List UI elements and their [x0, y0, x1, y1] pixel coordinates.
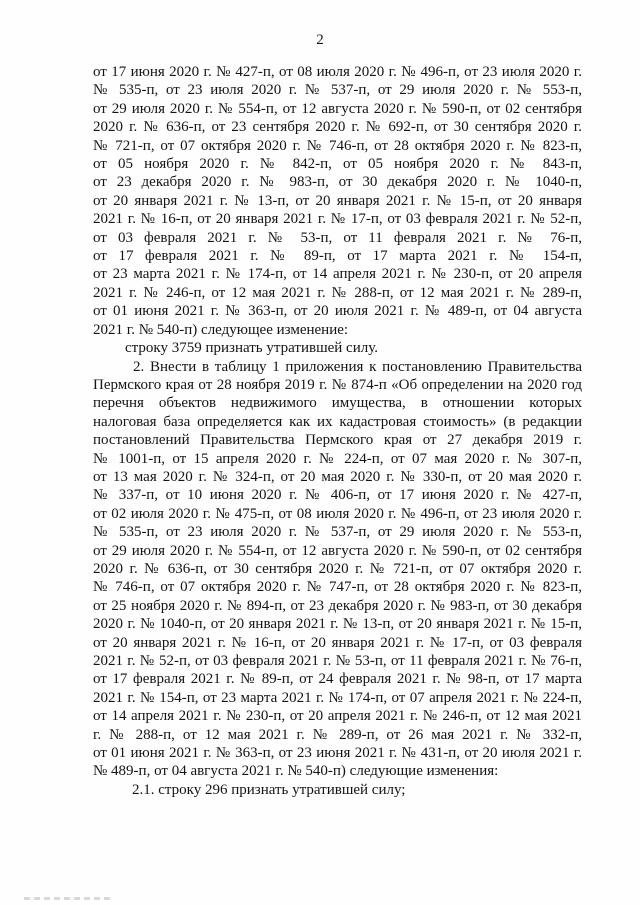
text-line: № 337-п, от 10 июня 2020 г. № 406-п, от 17 июня 2020 г. № 427-п, — [93, 487, 582, 504]
text-line: № 746-п, от 07 октября 2020 г. № 747-п, от 28 октября 2020 г. № 823-п, — [93, 579, 582, 596]
text-line: от 25 ноября 2020 г. № 894-п, от 23 декабря 2020 г. № 983-п, от 30 декабря — [93, 597, 582, 614]
text-line: от 01 июня 2021 г. № 363-п, от 20 июля 2021 г. № 489-п, от 04 августа — [93, 303, 582, 320]
text-line: 2. Внести в таблицу 1 приложения к постановлению Правительства — [133, 358, 582, 375]
text-line: от 23 декабря 2020 г. № 983-п, от 30 декабря 2020 г. № 1040-п, — [93, 174, 582, 191]
document-body — [93, 63, 582, 799]
text-line: налоговая база определяется как их кадастровая стоимость» (в редакции — [93, 413, 582, 430]
text-line: от 23 марта 2021 г. № 174-п, от 14 апреля 2021 г. № 230-п, от 20 апреля — [93, 266, 582, 283]
text-line: г. № 288-п, от 12 мая 2021 г. № 289-п, от 26 мая 2021 г. № 332-п, — [93, 726, 582, 743]
text-line: 2021 г. № 16-п, от 20 января 2021 г. № 17-п, от 03 февраля 2021 г. № 52-п, — [93, 211, 582, 228]
text-line: от 29 июля 2020 г. № 554-п, от 12 августа 2020 г. № 590-п, от 02 сентября — [93, 542, 582, 559]
text-line: 2021 г. № 246-п, от 12 мая 2021 г. № 288-п, от 12 мая 2021 г. № 289-п, — [93, 284, 582, 301]
text-line: от 20 января 2021 г. № 16-п, от 20 января 2021 г. № 17-п, от 03 февраля — [93, 634, 582, 651]
text-line: от 29 июля 2020 г. № 554-п, от 12 августа 2020 г. № 590-п, от 02 сентября — [93, 100, 582, 117]
text-line: № 1001-п, от 15 апреля 2020 г. № 224-п, от 07 мая 2020 г. № 307-п, — [93, 450, 582, 467]
text-line: строку 3759 признать утратившей силу. — [125, 340, 378, 357]
text-line: от 14 апреля 2021 г. № 230-п, от 20 апреля 2021 г. № 246-п, от 12 мая 2021 — [93, 708, 582, 725]
text-line: № 721-п, от 07 октября 2020 г. № 746-п, от 28 октября 2020 г. № 823-п, — [93, 137, 582, 154]
text-line: от 01 июня 2021 г. № 363-п, от 23 июня 2021 г. № 431-п, от 20 июля 2021 г. — [93, 745, 582, 762]
text-line: 2020 г. № 636-п, от 30 сентября 2020 г. № 721-п, от 07 октября 2020 г. — [93, 560, 582, 577]
text-line: № 489-п, от 04 августа 2021 г. № 540-п) следующие изменения: — [93, 763, 499, 780]
text-line: от 03 февраля 2021 г. № 53-п, от 11 февраля 2021 г. № 76-п, — [93, 229, 582, 246]
text-line: перечня объектов недвижимого имущества, в отношении которых — [93, 395, 582, 412]
text-line: от 05 ноября 2020 г. № 842-п, от 05 ноября 2020 г. № 843-п, — [93, 156, 582, 173]
text-line: постановлений Правительства Пермского края от 27 декабря 2019 г. — [93, 432, 582, 449]
text-line: 2.1. строку 296 признать утратившей силу; — [132, 781, 406, 798]
text-line: от 13 мая 2020 г. № 324-п, от 20 мая 2020 г. № 330-п, от 20 мая 2020 г. — [93, 468, 582, 485]
text-line: 2021 г. № 154-п, от 23 марта 2021 г. № 174-п, от 07 апреля 2021 г. № 224-п, — [93, 689, 582, 706]
text-line: от 17 февраля 2021 г. № 89-п, от 24 февраля 2021 г. № 98-п, от 17 марта — [93, 671, 582, 688]
text-line: 2020 г. № 636-п, от 23 сентября 2020 г. № 692-п, от 30 сентября 2020 г. — [93, 119, 582, 136]
text-line: № 535-п, от 23 июля 2020 г. № 537-п, от 29 июля 2020 г. № 553-п, — [93, 524, 582, 541]
text-line: от 20 января 2021 г. № 13-п, от 20 января 2021 г. № 15-п, от 20 января — [93, 192, 582, 209]
text-line: от 17 июня 2020 г. № 427-п, от 08 июля 2020 г. № 496-п, от 23 июля 2020 г. — [93, 64, 582, 80]
text-line: 2021 г. № 52-п, от 03 февраля 2021 г. № 53-п, от 11 февраля 2021 г. № 76-п, — [93, 653, 582, 669]
text-line: от 17 февраля 2021 г. № 89-п, от 17 марта 2021 г. № 154-п, — [93, 248, 582, 265]
text-line: 2020 г. № 1040-п, от 20 января 2021 г. № 13-п, от 20 января 2021 г. № 15-п, — [93, 616, 582, 633]
page-number: 2 — [316, 32, 324, 48]
text-line: № 535-п, от 23 июля 2020 г. № 537-п, от 29 июля 2020 г. № 553-п, — [93, 82, 582, 99]
text-line: от 02 июля 2020 г. № 475-п, от 08 июля 2020 г. № 496-п, от 23 июля 2020 г. — [93, 505, 582, 522]
text-line: 2021 г. № 540-п) следующее изменение: — [93, 321, 349, 338]
scan-artifact — [24, 897, 114, 900]
text-line: Пермского края от 28 ноября 2019 г. № 874-п «Об определении на 2020 год — [93, 376, 582, 393]
